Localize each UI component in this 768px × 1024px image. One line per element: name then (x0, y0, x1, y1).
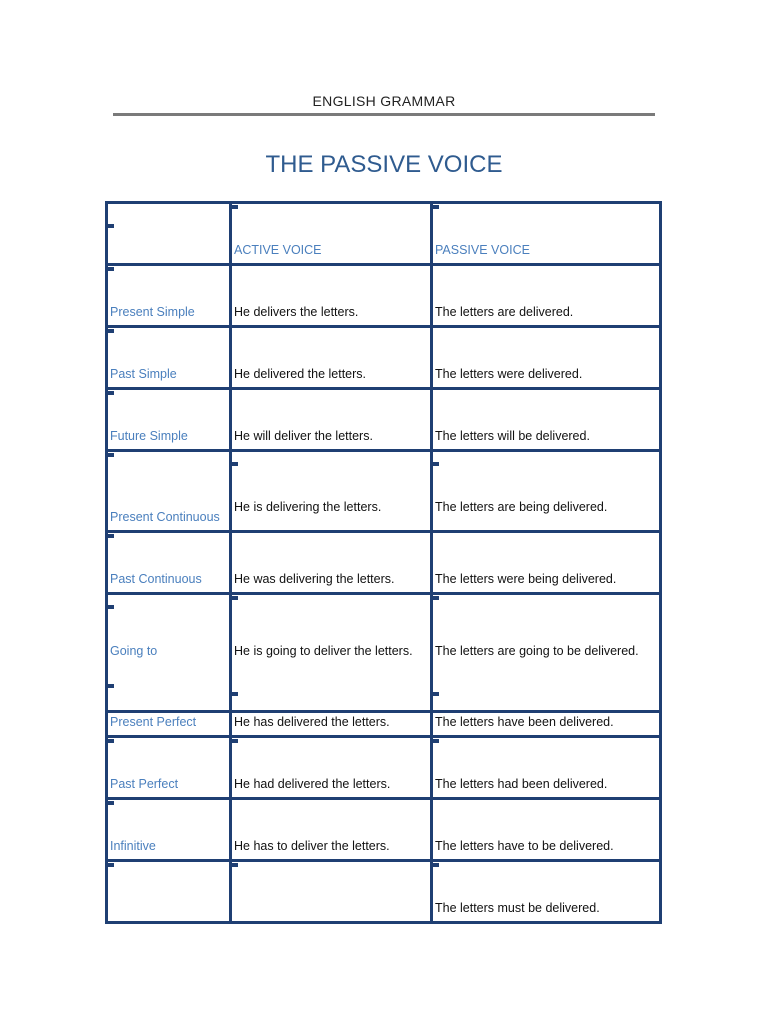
tense-cell: Present Simple (107, 265, 231, 327)
tense-cell: Past Perfect (107, 737, 231, 799)
passive-cell: The letters had been delivered. (432, 737, 661, 799)
passive-cell: The letters are being delivered. (432, 451, 661, 532)
cell-marker (433, 596, 439, 600)
table-row (107, 532, 661, 594)
table-row (107, 737, 661, 799)
cell-marker (108, 863, 114, 867)
active-cell: He is going to deliver the letters. (231, 594, 432, 712)
cell-marker (433, 205, 439, 209)
table-row (107, 861, 661, 923)
passive-cell: The letters have been delivered. (432, 712, 661, 737)
table-header-row (107, 203, 661, 265)
active-cell: He will deliver the letters. (231, 389, 432, 451)
cell-marker (108, 605, 114, 609)
active-cell: He was delivering the letters. (231, 532, 432, 594)
active-cell: He is delivering the letters. (231, 451, 432, 532)
tense-cell: Past Simple (107, 327, 231, 389)
table-row (107, 712, 661, 737)
header-divider (113, 113, 655, 116)
passive-voice-table (105, 201, 662, 924)
cell-marker (108, 224, 114, 228)
active-cell: He had delivered the letters. (231, 737, 432, 799)
passive-cell: The letters are going to be delivered. (432, 594, 661, 712)
cell-marker (433, 739, 439, 743)
tense-cell: Present Perfect (107, 712, 231, 737)
cell-marker (232, 863, 238, 867)
table-row (107, 451, 661, 532)
table-row (107, 799, 661, 861)
cell-marker (232, 462, 238, 466)
cell-marker (108, 739, 114, 743)
header-cell-active (231, 203, 432, 265)
tense-cell (107, 861, 231, 923)
table-row (107, 327, 661, 389)
header-cell-tense (107, 203, 231, 265)
active-cell: He delivers the letters. (231, 265, 432, 327)
cell-marker (433, 462, 439, 466)
table-row (107, 594, 661, 712)
active-cell: He has delivered the letters. (231, 712, 432, 737)
active-cell: He delivered the letters. (231, 327, 432, 389)
cell-marker (232, 596, 238, 600)
table-row (107, 389, 661, 451)
passive-cell: The letters must be delivered. (432, 861, 661, 923)
cell-marker (433, 863, 439, 867)
passive-cell: The letters were being delivered. (432, 532, 661, 594)
cell-marker (433, 692, 439, 696)
passive-cell: The letters have to be delivered. (432, 799, 661, 861)
header-cell-passive (432, 203, 661, 265)
active-cell (231, 861, 432, 923)
passive-cell: The letters are delivered. (432, 265, 661, 327)
active-voice-heading: ACTIVE VOICE (234, 243, 322, 257)
tense-cell: Past Continuous (107, 532, 231, 594)
document-header: ENGLISH GRAMMAR (312, 93, 456, 109)
table-row (107, 265, 661, 327)
cell-marker (232, 205, 238, 209)
cell-marker (108, 391, 114, 395)
cell-marker (108, 329, 114, 333)
active-cell: He has to deliver the letters. (231, 799, 432, 861)
page-title: THE PASSIVE VOICE (265, 151, 503, 178)
cell-marker (108, 801, 114, 805)
cell-marker (108, 453, 114, 457)
cell-marker (232, 739, 238, 743)
passive-voice-heading: PASSIVE VOICE (435, 243, 530, 257)
tense-cell: Present Continuous (107, 451, 231, 532)
cell-marker (232, 692, 238, 696)
tense-cell: Future Simple (107, 389, 231, 451)
cell-marker (108, 534, 114, 538)
passive-cell: The letters were delivered. (432, 327, 661, 389)
cell-marker (108, 684, 114, 688)
passive-cell: The letters will be delivered. (432, 389, 661, 451)
tense-cell: Going to (107, 594, 231, 712)
cell-marker (108, 267, 114, 271)
tense-cell: Infinitive (107, 799, 231, 861)
